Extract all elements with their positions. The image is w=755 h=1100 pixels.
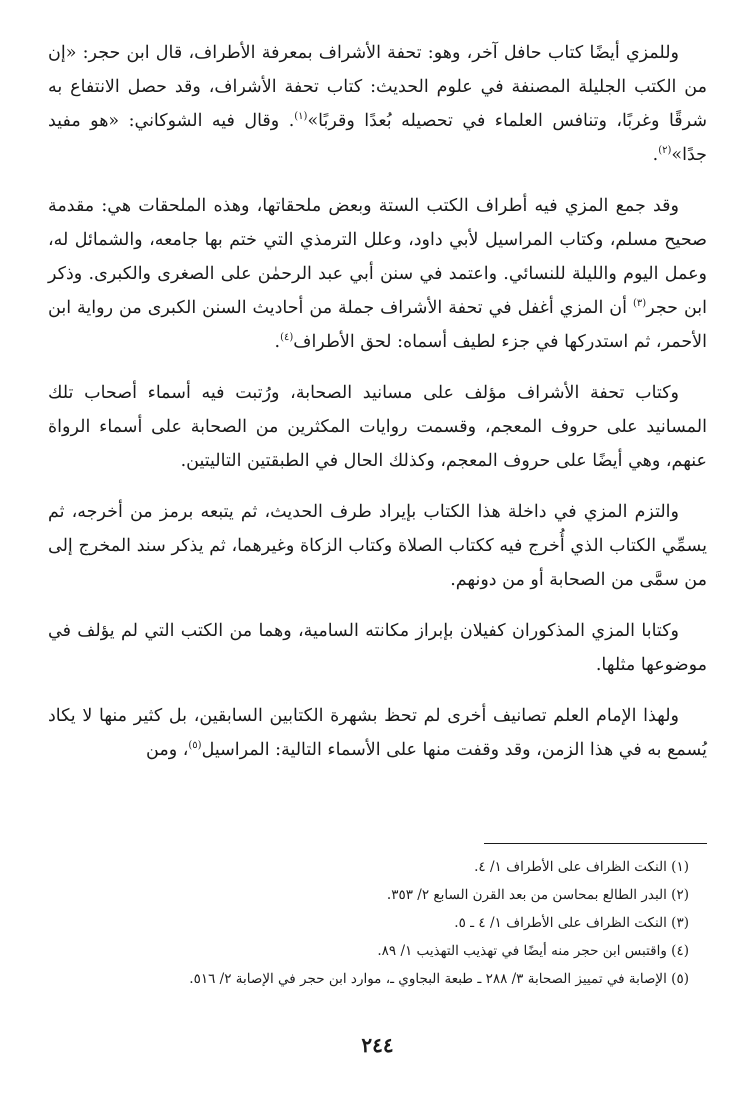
footnote-5: (٥) الإصابة في تمييز الصحابة ٣/ ٢٨٨ ـ طبعة البجاوي ـ، موارد ابن حجر في الإصابة ٢/ ٥١٦.	[189, 971, 689, 987]
paragraph-2-text-1: وقد جمع المزي فيه أطراف الكتب الستة وبعض ملحقاتها، وهذه الملحقات هي: مقدمة صحيح مسلم، وكتاب المراسيل لأبي داود، وعلل الترمذي التي ختم بها جامعه، والشمائل له، وعمل اليوم والليلة للنسائي. واعتمد في سنن أبي عبد الرحمٰن على الصغرى والكبرى. وذكر ابن حجر	[48, 196, 708, 318]
paragraph-1-text-1: وللمزي أيضًا كتاب حافل آخر، وهو: تحفة الأشراف بمعرفة الأطراف، قال ابن حجر: «إن من الكتب الجليلة المصنفة في علوم الحديث: كتاب تحفة الأشراف، وقد حصل الانتفاع به شرقًا وغربًا، وتنافس العلماء في تحصيله بُعدًا وقربًا»	[48, 43, 707, 131]
paragraph-6-text-1: ولهذا الإمام العلم تصانيف أخرى لم تحظ بشهرة الكتابين السابقين، بل كثير منها لا يكاد يُسمع به في هذا الزمن، وقد وقفت منها على الأسماء التالية: المراسيل	[48, 706, 707, 760]
paragraph-5	[48, 614, 707, 682]
paragraph-1-text-3: .	[652, 145, 659, 165]
paragraph-5-text-1: وكتابا المزي المذكوران كفيلان بإبراز مكانته السامية، وهما من الكتب التي لم يؤلف في موضوعها مثلها.	[48, 621, 707, 675]
paragraph-3-text-1: وكتاب تحفة الأشراف مؤلف على مسانيد الصحابة، ورُتبت فيه أسماء أصحاب تلك المسانيد على حروف المعجم، وقسمت روايات المكثرين من الصحابة على أسماء الرواة عنهم، وهي أيضًا على حروف المعجم، وكذلك الحال في الطبقتين التاليتين.	[48, 383, 707, 471]
footnote-ref-1: (١)	[294, 111, 308, 123]
footnote-4: (٤) واقتبس ابن حجر منه أيضًا في تهذيب التهذيب ١/ ٨٩.	[377, 943, 689, 959]
paragraph-4-text-1: والتزم المزي في داخلة هذا الكتاب بإيراد طرف الحديث، ثم يتبعه برمز من أخرجه، ثم يسمِّي الكتاب الذي أُخرج فيه ككتاب الصلاة وكتاب الزكاة وغيرهما، ثم يذكر سند المخرج إلى من سمَّى من الصحابة أو من دونهم.	[48, 502, 707, 590]
paragraph-2-text-2: أن المزي أغفل في تحفة الأشراف جملة من أحاديث السنن الكبرى من رواية ابن الأحمر، ثم استدركها في جزء لطيف أسماه: لحق الأطراف	[48, 298, 707, 352]
footnote-ref-5: (٥)	[188, 740, 202, 752]
footnote-ref-2: (٢)	[658, 145, 672, 157]
paragraph-1-text-2: . وقال فيه الشوكاني: «هو مفيد جدًا»	[48, 111, 707, 165]
paragraph-4	[48, 495, 707, 597]
footnote-ref-4: (٤)	[280, 332, 294, 344]
footnote-1: (١) النكت الظراف على الأطراف ١/ ٤.	[474, 859, 689, 875]
footnote-separator	[484, 843, 707, 844]
paragraph-2	[48, 189, 707, 359]
paragraph-1	[48, 36, 707, 172]
paragraph-2-text-3: .	[274, 332, 281, 352]
footnote-2: (٢) البدر الطالع بمحاسن من بعد القرن السابع ٢/ ٣٥٣.	[386, 887, 689, 903]
paragraph-6	[48, 699, 707, 767]
page-number: ٢٤٤	[361, 1033, 394, 1057]
footnotes-list	[48, 853, 689, 993]
footnote-ref-3: (٣)	[633, 298, 647, 310]
paragraph-3	[48, 376, 707, 478]
main-text	[48, 36, 707, 784]
paragraph-6-text-2: ، ومن	[146, 740, 189, 760]
footnote-3: (٣) النكت الظراف على الأطراف ١/ ٤ ـ ٥.	[454, 915, 689, 931]
